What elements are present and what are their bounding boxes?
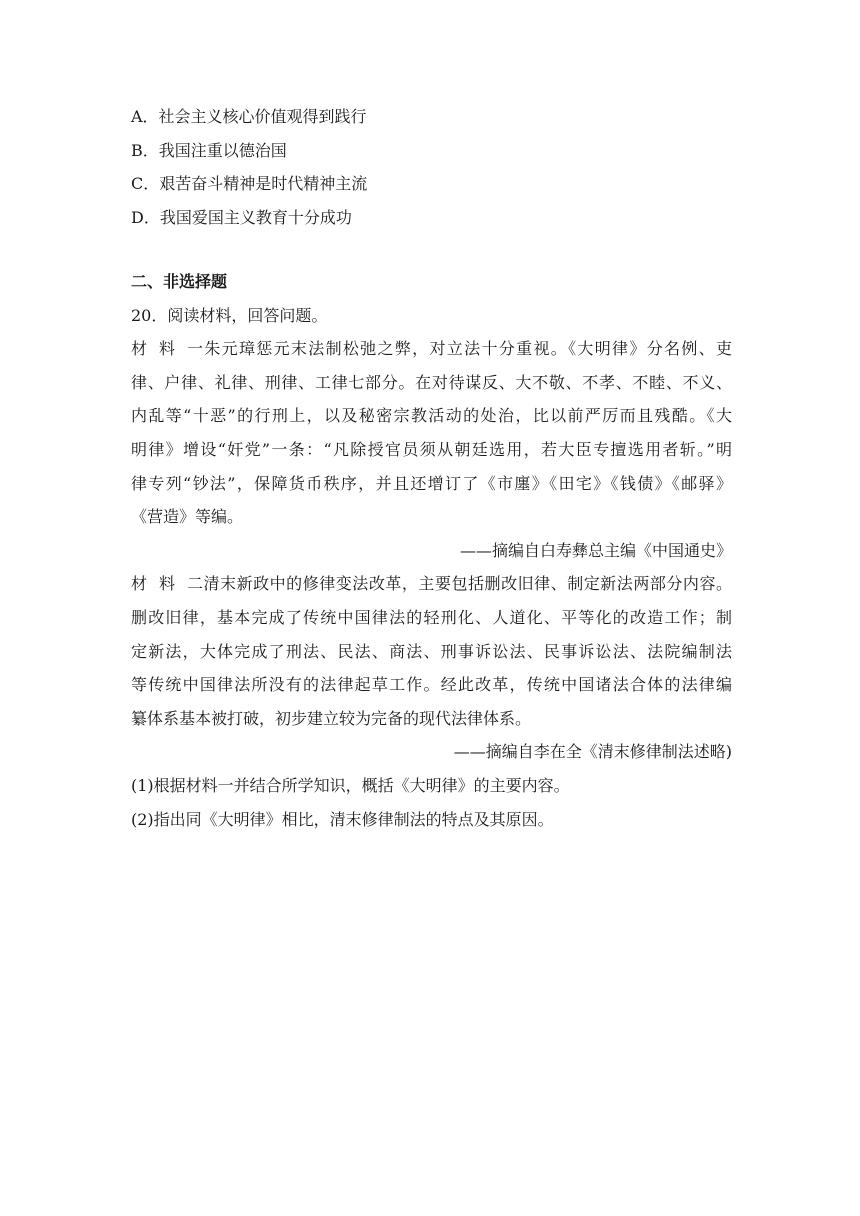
question-stem: 20．阅读材料，回答问题。 (131, 305, 328, 325)
material-one-line: 律专列“钞法”，保障货币秩序，并且还增订了《市廛》《田宅》《钱债》《邮驿》 (131, 473, 732, 493)
material-one (131, 332, 732, 567)
material-two-label: 材料二 (131, 574, 203, 594)
material-one-line: 律、户律、礼律、刑律、工律七部分。在对待谋反、大不敬、不孝、不睦、不义、 (131, 372, 732, 392)
material-one-line (131, 332, 732, 366)
material-two-text: 清末新政中的修律变法改革，主要包括删改旧律、制定新法两部分内容。 (203, 574, 732, 594)
answer-options (131, 100, 732, 234)
material-two-line: 删改旧律，基本完成了传统中国律法的轻刑化、人道化、平等化的改造工作；制 (131, 607, 732, 627)
option-c: C．艰苦奋斗精神是时代精神主流 (131, 174, 368, 193)
material-one-text: 朱元璋惩元末法制松弛之弊，对立法十分重视。《大明律》分名例、吏 (203, 339, 732, 359)
section-title: 二、非选择题 (131, 272, 228, 291)
sub-question-1: (1)根据材料一并结合所学知识，概括《大明律》的主要内容。 (131, 775, 570, 795)
material-two-line: 定新法，大体完成了刑法、民法、商法、刑事诉讼法、民事诉讼法、法院编制法 (131, 641, 732, 661)
material-two-line: 纂体系基本被打破，初步建立较为完备的现代法律体系。 (131, 708, 532, 728)
material-two-line: 等传统中国律法所没有的法律起草工作。经此改革，传统中国诸法合体的法律编 (131, 675, 732, 695)
material-two-line (131, 567, 732, 601)
sub-question-2: (2)指出同《大明律》相比，清末修律制法的特点及其原因。 (131, 809, 554, 829)
option-d: D．我国爱国主义教育十分成功 (131, 207, 352, 227)
material-one-line: 《营造》等编。 (131, 507, 244, 527)
material-one-line: 内乱等“十恶”的行刑上，以及秘密宗教活动的处治，比以前严厉而且残酷。《大 (131, 406, 732, 426)
option-a: A．社会主义核心价值观得到践行 (131, 107, 367, 126)
material-one-source: ——摘编自白寿彝总主编《中国通史》 (459, 540, 732, 560)
material-two (131, 567, 732, 769)
material-one-label: 材料一 (131, 339, 203, 359)
material-one-line: 明律》增设“奸党”一条：“凡除授官员须从朝廷选用，若大臣专擅选用者斩。”明 (131, 439, 732, 459)
option-b: B．我国注重以德治国 (131, 140, 287, 160)
material-two-source: ——摘编自李在全《清末修律制法述略) (453, 742, 732, 762)
document-page (131, 100, 732, 836)
